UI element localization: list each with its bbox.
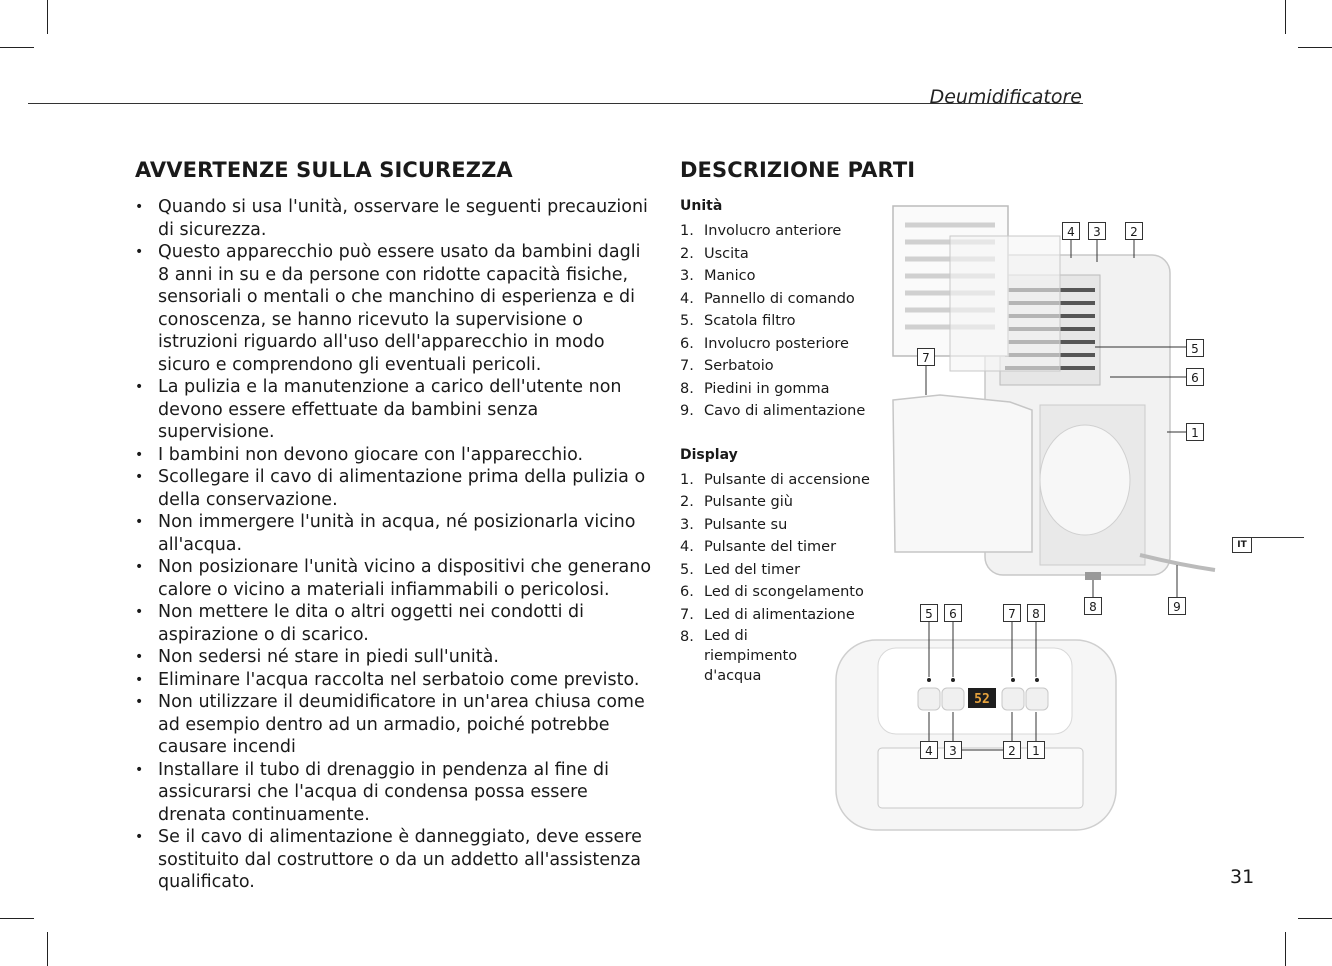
display-callout: 8: [1027, 604, 1045, 622]
unit-callout: 2: [1125, 222, 1143, 240]
list-item: 8. Led di riempimento d'acqua: [680, 628, 798, 684]
page-number: 31: [1230, 866, 1255, 888]
unit-callout: 6: [1186, 368, 1204, 386]
list-item: • Quando si usa l'unità, osservare le seguenti precauzioni di sicurezza.: [135, 196, 655, 241]
list-item: • Eliminare l'acqua raccolta nel serbatoio come previsto.: [135, 669, 655, 692]
unit-callout: 1: [1186, 423, 1204, 441]
list-item: • Non posizionare l'unità vicino a dispositivi che generano calore o vicino a materiali infiammabili o pericolosi.: [135, 556, 655, 601]
list-item: 6. Involucro posteriore: [680, 335, 849, 352]
list-item: 4. Pannello di comando: [680, 290, 855, 307]
unit-callout: 5: [1186, 339, 1204, 357]
list-item: 2. Uscita: [680, 245, 749, 262]
list-item: 5. Scatola filtro: [680, 313, 796, 329]
list-item: • Non sedersi né stare in piedi sull'unità.: [135, 646, 655, 669]
list-item: 3. Pulsante su: [680, 516, 788, 533]
list-item: 4. Pulsante del timer: [680, 539, 837, 555]
unit-callout: 8: [1084, 597, 1102, 615]
safety-title: AVVERTENZE SULLA SICUREZZA: [135, 158, 513, 182]
unit-callout: 7: [917, 348, 935, 366]
list-item: 6. Led di scongelamento: [680, 584, 864, 600]
list-item: 2. Pulsante giù: [680, 494, 793, 510]
unit-callout: 3: [1088, 222, 1106, 240]
display-callout: 2: [1003, 741, 1021, 759]
list-item: • I bambini non devono giocare con l'apparecchio.: [135, 444, 655, 467]
display-readout: 52: [974, 692, 990, 707]
display-callout: 6: [944, 604, 962, 622]
water-tank: [893, 395, 1032, 552]
list-item: 9. Cavo di alimentazione: [680, 403, 866, 419]
unit-heading: Unità: [680, 198, 723, 214]
display-heading: Display: [680, 446, 738, 463]
language-tag: IT: [1232, 537, 1252, 553]
unit-callout: 9: [1168, 597, 1186, 615]
list-item: • Se il cavo di alimentazione è danneggiato, deve essere sostituito dal costruttore o da un addetto all'assistenza qualificato.: [135, 826, 655, 894]
header-title: Deumidificatore: [929, 86, 1082, 108]
list-item: • Scollegare il cavo di alimentazione prima della pulizia o della conservazione.: [135, 466, 655, 511]
list-item: 5. Led del timer: [680, 561, 801, 578]
list-item: • Installare il tubo di drenaggio in pendenza al fine di assicurarsi che l'acqua di condensa possa essere drenata continuamente.: [135, 759, 655, 827]
display-callout: 3: [944, 741, 962, 759]
parts-title: DESCRIZIONE PARTI: [680, 158, 916, 182]
list-item: 3. Manico: [680, 268, 756, 284]
unit-callout: 4: [1062, 222, 1080, 240]
list-item: • La pulizia e la manutenzione a carico dell'utente non devono essere effettuate da bambini senza supervisione.: [135, 376, 655, 444]
list-item: 1. Involucro anteriore: [680, 223, 842, 239]
list-item: • Questo apparecchio può essere usato da bambini dagli 8 anni in su e da persone con ridotte capacità fisiche, sensoriali o mentali o che manchino di esperienza e di conoscenza, se hanno ricevuto la supervisione o istruzioni riguardo all'uso dell'apparecchio in modo sicuro e comprendono gli eventuali pericoli.: [135, 241, 655, 376]
display-callout: 7: [1003, 604, 1021, 622]
list-item: 7. Led di alimentazione: [680, 606, 855, 623]
list-item: 7. Serbatoio: [680, 358, 774, 374]
list-item: 1. Pulsante di accensione: [680, 471, 870, 488]
list-item: • Non mettere le dita o altri oggetti nei condotti di aspirazione o di scarico.: [135, 601, 655, 646]
list-item: • Non utilizzare il deumidificatore in un'area chiusa come ad esempio dentro ad un armadio, poiché potrebbe causare incendi: [135, 691, 655, 759]
unit-top-view: [836, 640, 1116, 830]
display-callout: 1: [1027, 741, 1045, 759]
display-callout: 5: [920, 604, 938, 622]
display-callout: 4: [920, 741, 938, 759]
list-item: • Non immergere l'unità in acqua, né posizionarla vicino all'acqua.: [135, 511, 655, 556]
filter-frame: [893, 206, 1060, 371]
list-item: 8. Piedini in gomma: [680, 380, 830, 397]
